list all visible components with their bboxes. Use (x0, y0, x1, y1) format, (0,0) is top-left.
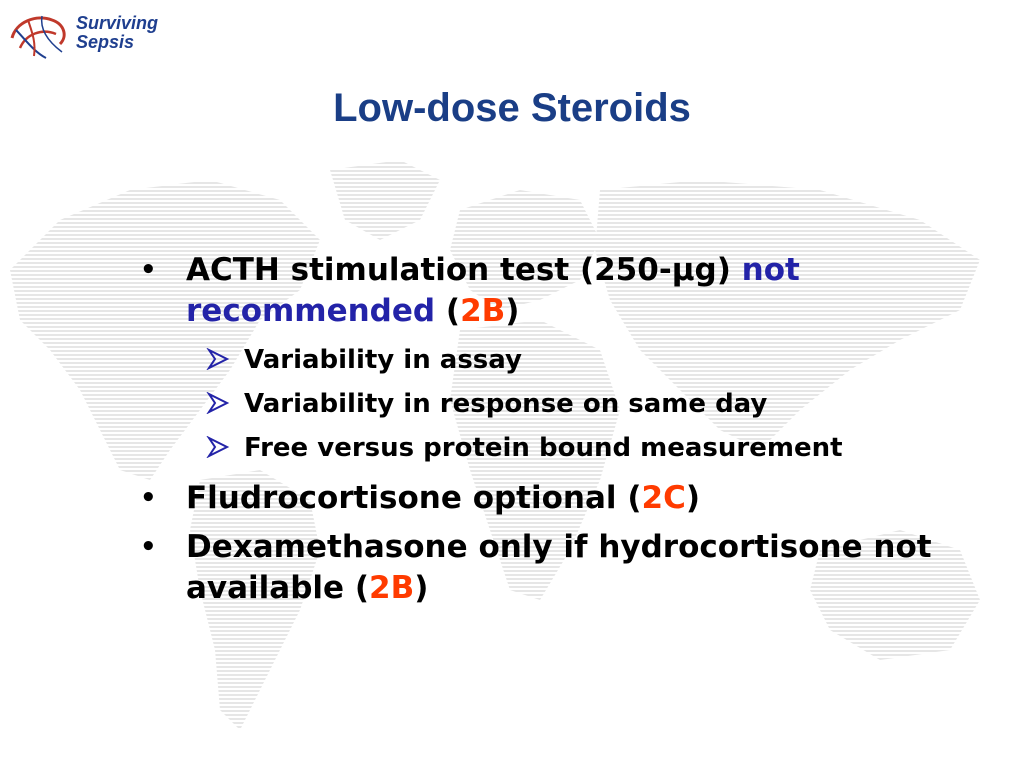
sub-list (186, 338, 940, 470)
sepsis-swirl-icon (6, 8, 76, 64)
bullet-text-a: Fludrocortisone optional ( (186, 480, 642, 516)
logo-line2: Sepsis (76, 32, 135, 52)
logo-wordmark (76, 14, 158, 52)
close-paren: ) (414, 570, 429, 606)
mu-symbol: μ (671, 252, 695, 288)
bullet-symbol: • (140, 532, 157, 562)
bullet-symbol: • (140, 483, 157, 513)
sub-item-protein (140, 426, 940, 470)
grade-2b: 2B (369, 570, 415, 606)
sub-item-response (140, 382, 940, 426)
bullet-symbol: • (140, 255, 157, 285)
surviving-sepsis-logo (6, 8, 186, 64)
grade-2b: 2B (460, 293, 506, 329)
bullet-text-a: Dexamethasone only if hydrocortisone not available ( (186, 529, 932, 606)
close-paren: ) (505, 293, 520, 329)
close-paren: ) (685, 480, 700, 516)
sub-item-text: Variability in assay (244, 345, 522, 375)
not-recommended-highlight: not recommended (186, 252, 800, 329)
arrow-bullet-icon (206, 348, 230, 370)
bullet-dexamethasone (140, 527, 940, 609)
arrow-bullet-icon (206, 392, 230, 414)
open-paren: ( (435, 293, 461, 329)
slide-title: Low-dose Steroids (333, 86, 691, 130)
sub-item-assay (140, 338, 940, 382)
bullet-acth (140, 250, 940, 470)
grade-2c: 2C (641, 480, 686, 516)
sub-item-text: Free versus protein bound measurement (244, 433, 843, 463)
continent-greenland (330, 160, 440, 240)
bullet-text-b: g) (694, 252, 742, 288)
logo-line1: Surviving (76, 13, 159, 33)
bullet-text-a: ACTH stimulation test (250- (186, 252, 672, 288)
bullet-fludrocortisone (140, 478, 940, 519)
bullet-list (140, 250, 940, 617)
sub-item-text: Variability in response on same day (244, 389, 768, 419)
arrow-bullet-icon (206, 436, 230, 458)
